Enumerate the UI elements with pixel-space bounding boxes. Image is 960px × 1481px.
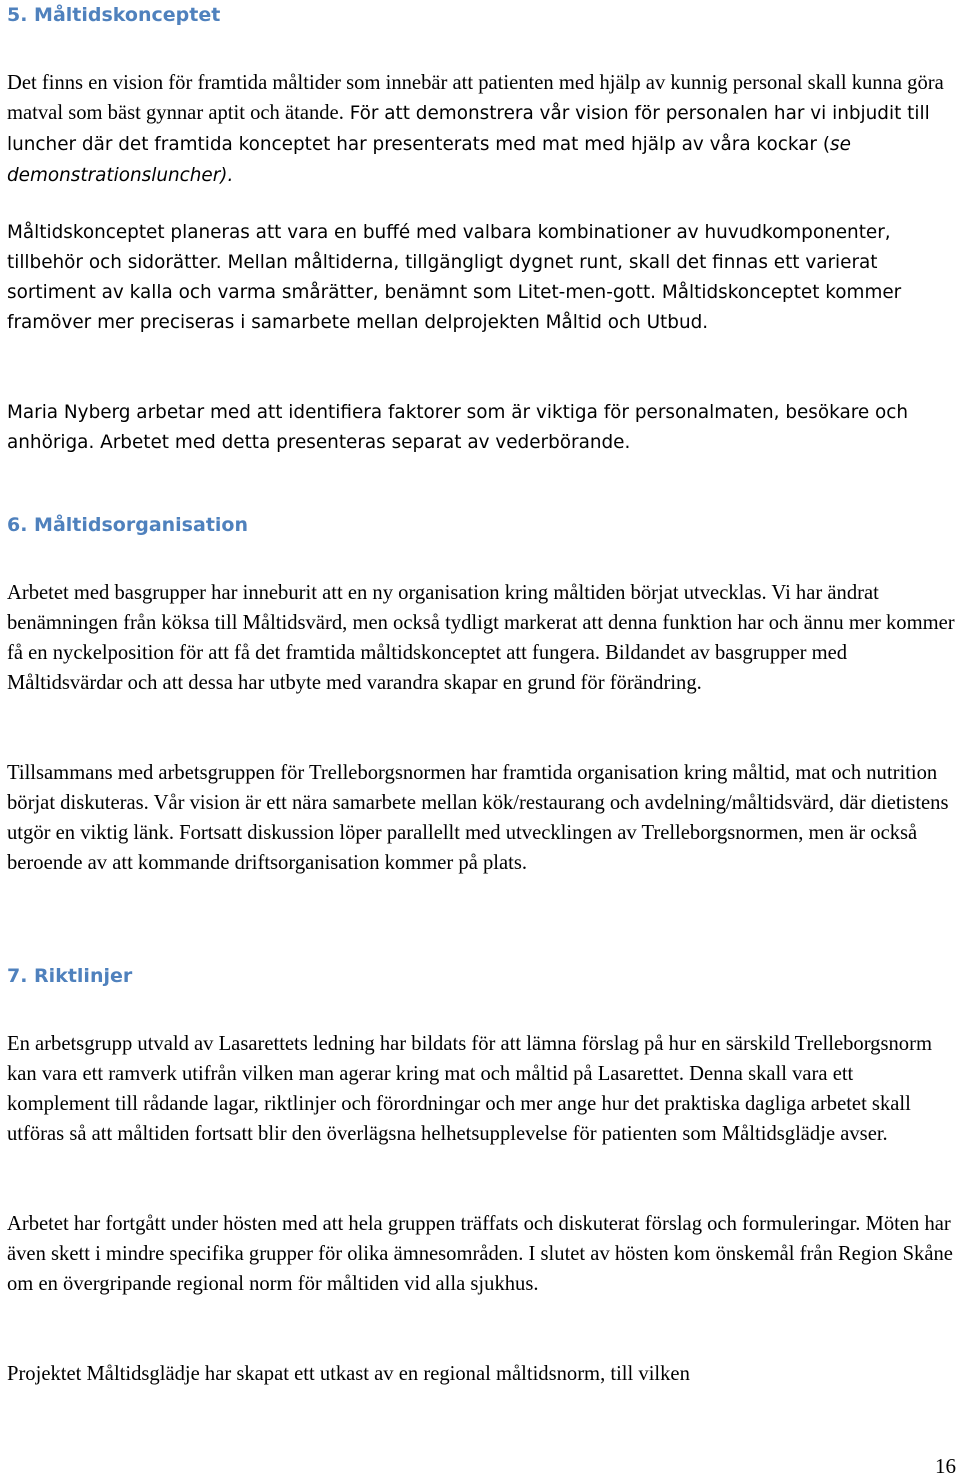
paragraph <box>7 1029 955 1149</box>
paragraph <box>7 218 955 338</box>
paragraph-text: Projektet Måltidsglädje har skapat ett utkast av en regional måltidsnorm, till vilken <box>7 1363 690 1385</box>
paragraph-text: Måltidskonceptet planeras att vara en buffé med valbara kombinationer av huvudkomponenter, tillbehör och sidorätter. <box>7 222 891 273</box>
page-number: 16 <box>935 1454 956 1478</box>
paragraph <box>7 68 955 191</box>
paragraph-text: Det finns en vision för framtida måltider som innebär att patienten med hjälp av kunnig personal skall kunna göra matval som bäst gynnar aptit och ätande. <box>7 72 944 124</box>
paragraph-text: Mellan måltiderna, tillgängligt dygnet runt, skall det finnas ett varierat sortiment av kalla och varma smårätter, benämnt som Litet-men-gott. Måltidskonceptet kommer framöver mer preciseras i samarbete mellan delprojekten Måltid och Utbud. <box>7 252 902 333</box>
paragraph-text-italic: se demonstrationsluncher). <box>7 134 851 186</box>
paragraph-text: Arbetet har fortgått under hösten med att hela gruppen träffats och diskuterat förslag och formuleringar. Möten har även skett i mindre specifika grupper för olika ämnesområden. I slutet av hösten kom önskemål från Region Skåne om en övergripande regional norm för måltiden vid alla sjukhus. <box>7 1213 953 1295</box>
section-heading: 7. Riktlinjer <box>7 965 133 987</box>
paragraph <box>7 1359 955 1389</box>
paragraph <box>7 578 955 698</box>
paragraph-text: Maria Nyberg arbetar med att identifiera faktorer som är viktiga för personalmaten, besökare och anhöriga. Arbetet med detta presenteras separat av vederbörande. <box>7 402 909 453</box>
paragraph <box>7 398 955 458</box>
section-heading: 5. Måltidskonceptet <box>7 4 221 26</box>
paragraph <box>7 758 955 878</box>
paragraph <box>7 1209 955 1299</box>
paragraph-text-sans: För att demonstrera vår vision för personalen har vi inbjudit till luncher där det framtida konceptet har presenterats med mat med hjälp av våra kockar ( <box>7 103 930 155</box>
paragraph-text: En arbetsgrupp utvald av Lasarettets ledning har bildats för att lämna förslag på hur en särskild Trelleborgsnorm kan vara ett ramverk utifrån vilken man agerar kring mat och måltid på Lasarettet. Denna skall vara ett komplement till rådande lagar, riktlinjer och förordningar och mer ange hur det praktiska dagliga arbetet skall utföras så att måltiden fortsatt blir den överlägsna helhetsupplevelse för patienten som Måltidsglädje avser. <box>7 1033 932 1145</box>
paragraph-text: Tillsammans med arbetsgruppen för Trelleborgsnormen har framtida organisation kring måltid, mat och nutrition börjat diskuteras. Vår vision är ett nära samarbete mellan kök/restaurang och avdelning/måltidsvärd, där dietistens utgör en viktig länk. Fortsatt diskussion löper parallellt med utvecklingen av Trelleborgsnormen, men är också beroende av att kommande driftsorganisation kommer på plats. <box>7 762 949 874</box>
section-heading: 6. Måltidsorganisation <box>7 514 248 536</box>
paragraph-text: Arbetet med basgrupper har inneburit att en ny organisation kring måltiden börjat utvecklas. Vi har ändrat benämningen från köksa till Måltidsvärd, men också tydligt markerat att denna funktion har och ännu mer kommer få en nyckelposition för att få det framtida måltidskonceptet att fungera. Bildandet av basgrupper med Måltidsvärdar och att dessa har utbyte med varandra skapar en grund för förändring. <box>7 582 955 694</box>
